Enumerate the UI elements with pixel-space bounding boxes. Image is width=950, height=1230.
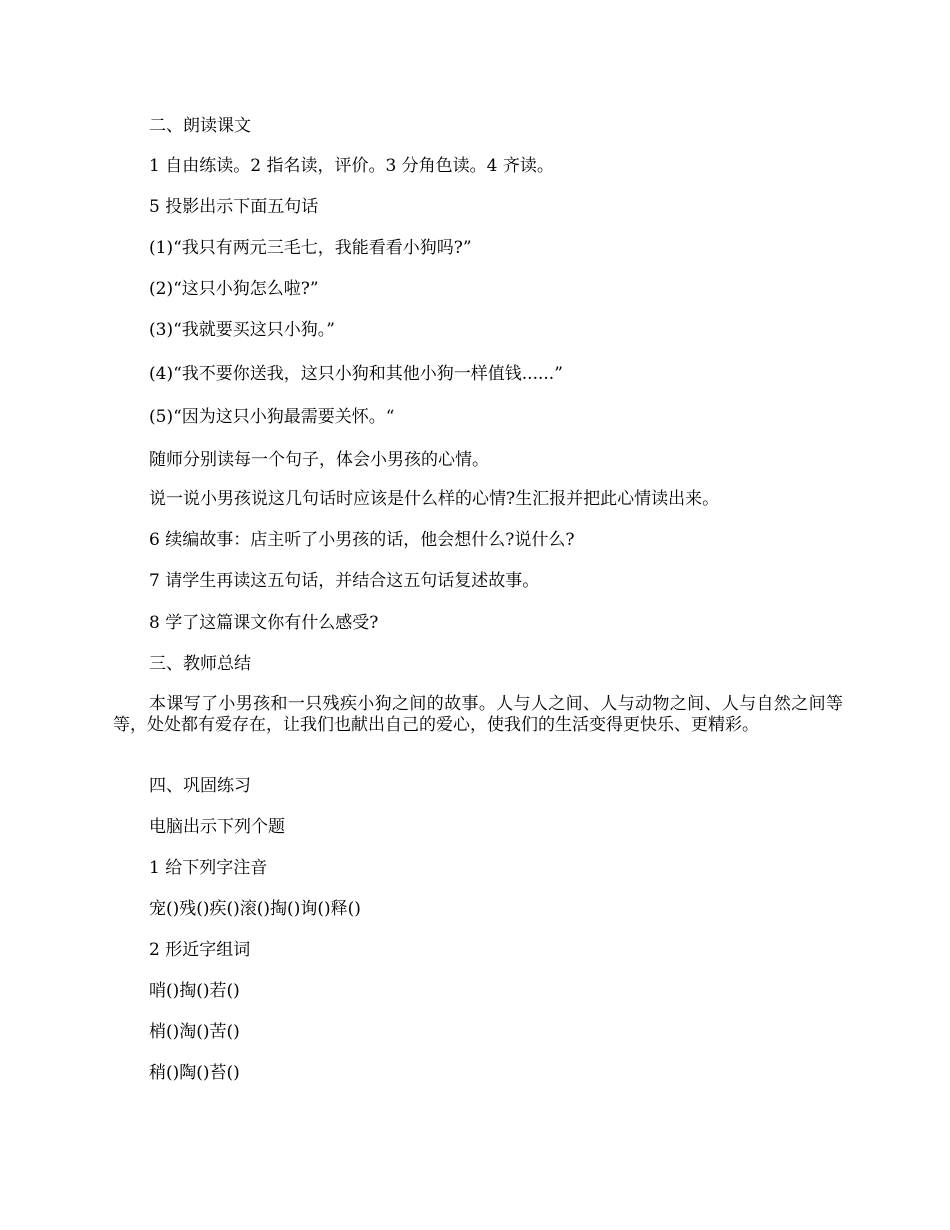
exercise-1-title: 1 给下列字注音 [149, 858, 268, 878]
retell-line: 7 请学生再读这五句话，并结合这五句话复述故事。 [149, 571, 540, 591]
reading-follow-line: 随师分别读每一个句子，体会小男孩的心情。 [149, 450, 489, 470]
feelings-line: 8 学了这篇课文你有什么感受? [149, 613, 379, 633]
exercise-1-items: 宠()残()疾()滚()掏()询()释() [149, 899, 361, 919]
exercise-2-row-1: 哨()掏()若() [149, 981, 240, 1001]
sentence-4: (4)“我不要你送我，这只小狗和其他小狗一样值钱......” [149, 364, 563, 384]
exercise-2-row-2: 梢()淘()苦() [149, 1022, 240, 1042]
exercise-intro-line: 电脑出示下列个题 [149, 817, 285, 837]
exercise-2-title: 2 形近字组词 [149, 940, 251, 960]
projection-intro-line: 5 投影出示下面五句话 [149, 197, 319, 217]
discussion-line: 说一说小男孩说这几句话时应该是什么样的心情?生汇报并把此心情读出来。 [149, 489, 720, 509]
story-continuation-line: 6 续编故事：店主听了小男孩的话，他会想什么?说什么? [149, 530, 575, 550]
sentence-3: (3)“我就要买这只小狗。” [149, 320, 335, 340]
section-2-heading: 二、朗读课文 [149, 116, 251, 136]
sentence-5: (5)“因为这只小狗最需要关怀。“ [149, 407, 395, 427]
section-3-heading: 三、教师总结 [149, 654, 251, 674]
teacher-summary-paragraph: 本课写了小男孩和一只残疾小狗之间的故事。人与人之间、人与动物之间、人与自然之间等等，处处都有爱存在，让我们也献出自己的爱心，使我们的生活变得更快乐、更精彩。 [113, 694, 843, 735]
exercise-2-row-3: 稍()陶()苔() [149, 1063, 240, 1083]
reading-steps-line: 1 自由练读。2 指名读，评价。3 分角色读。4 齐读。 [149, 156, 554, 176]
sentence-1: (1)“我只有两元三毛七，我能看看小狗吗?” [149, 238, 472, 258]
sentence-2: (2)“这只小狗怎么啦?” [149, 279, 319, 299]
section-4-heading: 四、巩固练习 [149, 776, 251, 796]
